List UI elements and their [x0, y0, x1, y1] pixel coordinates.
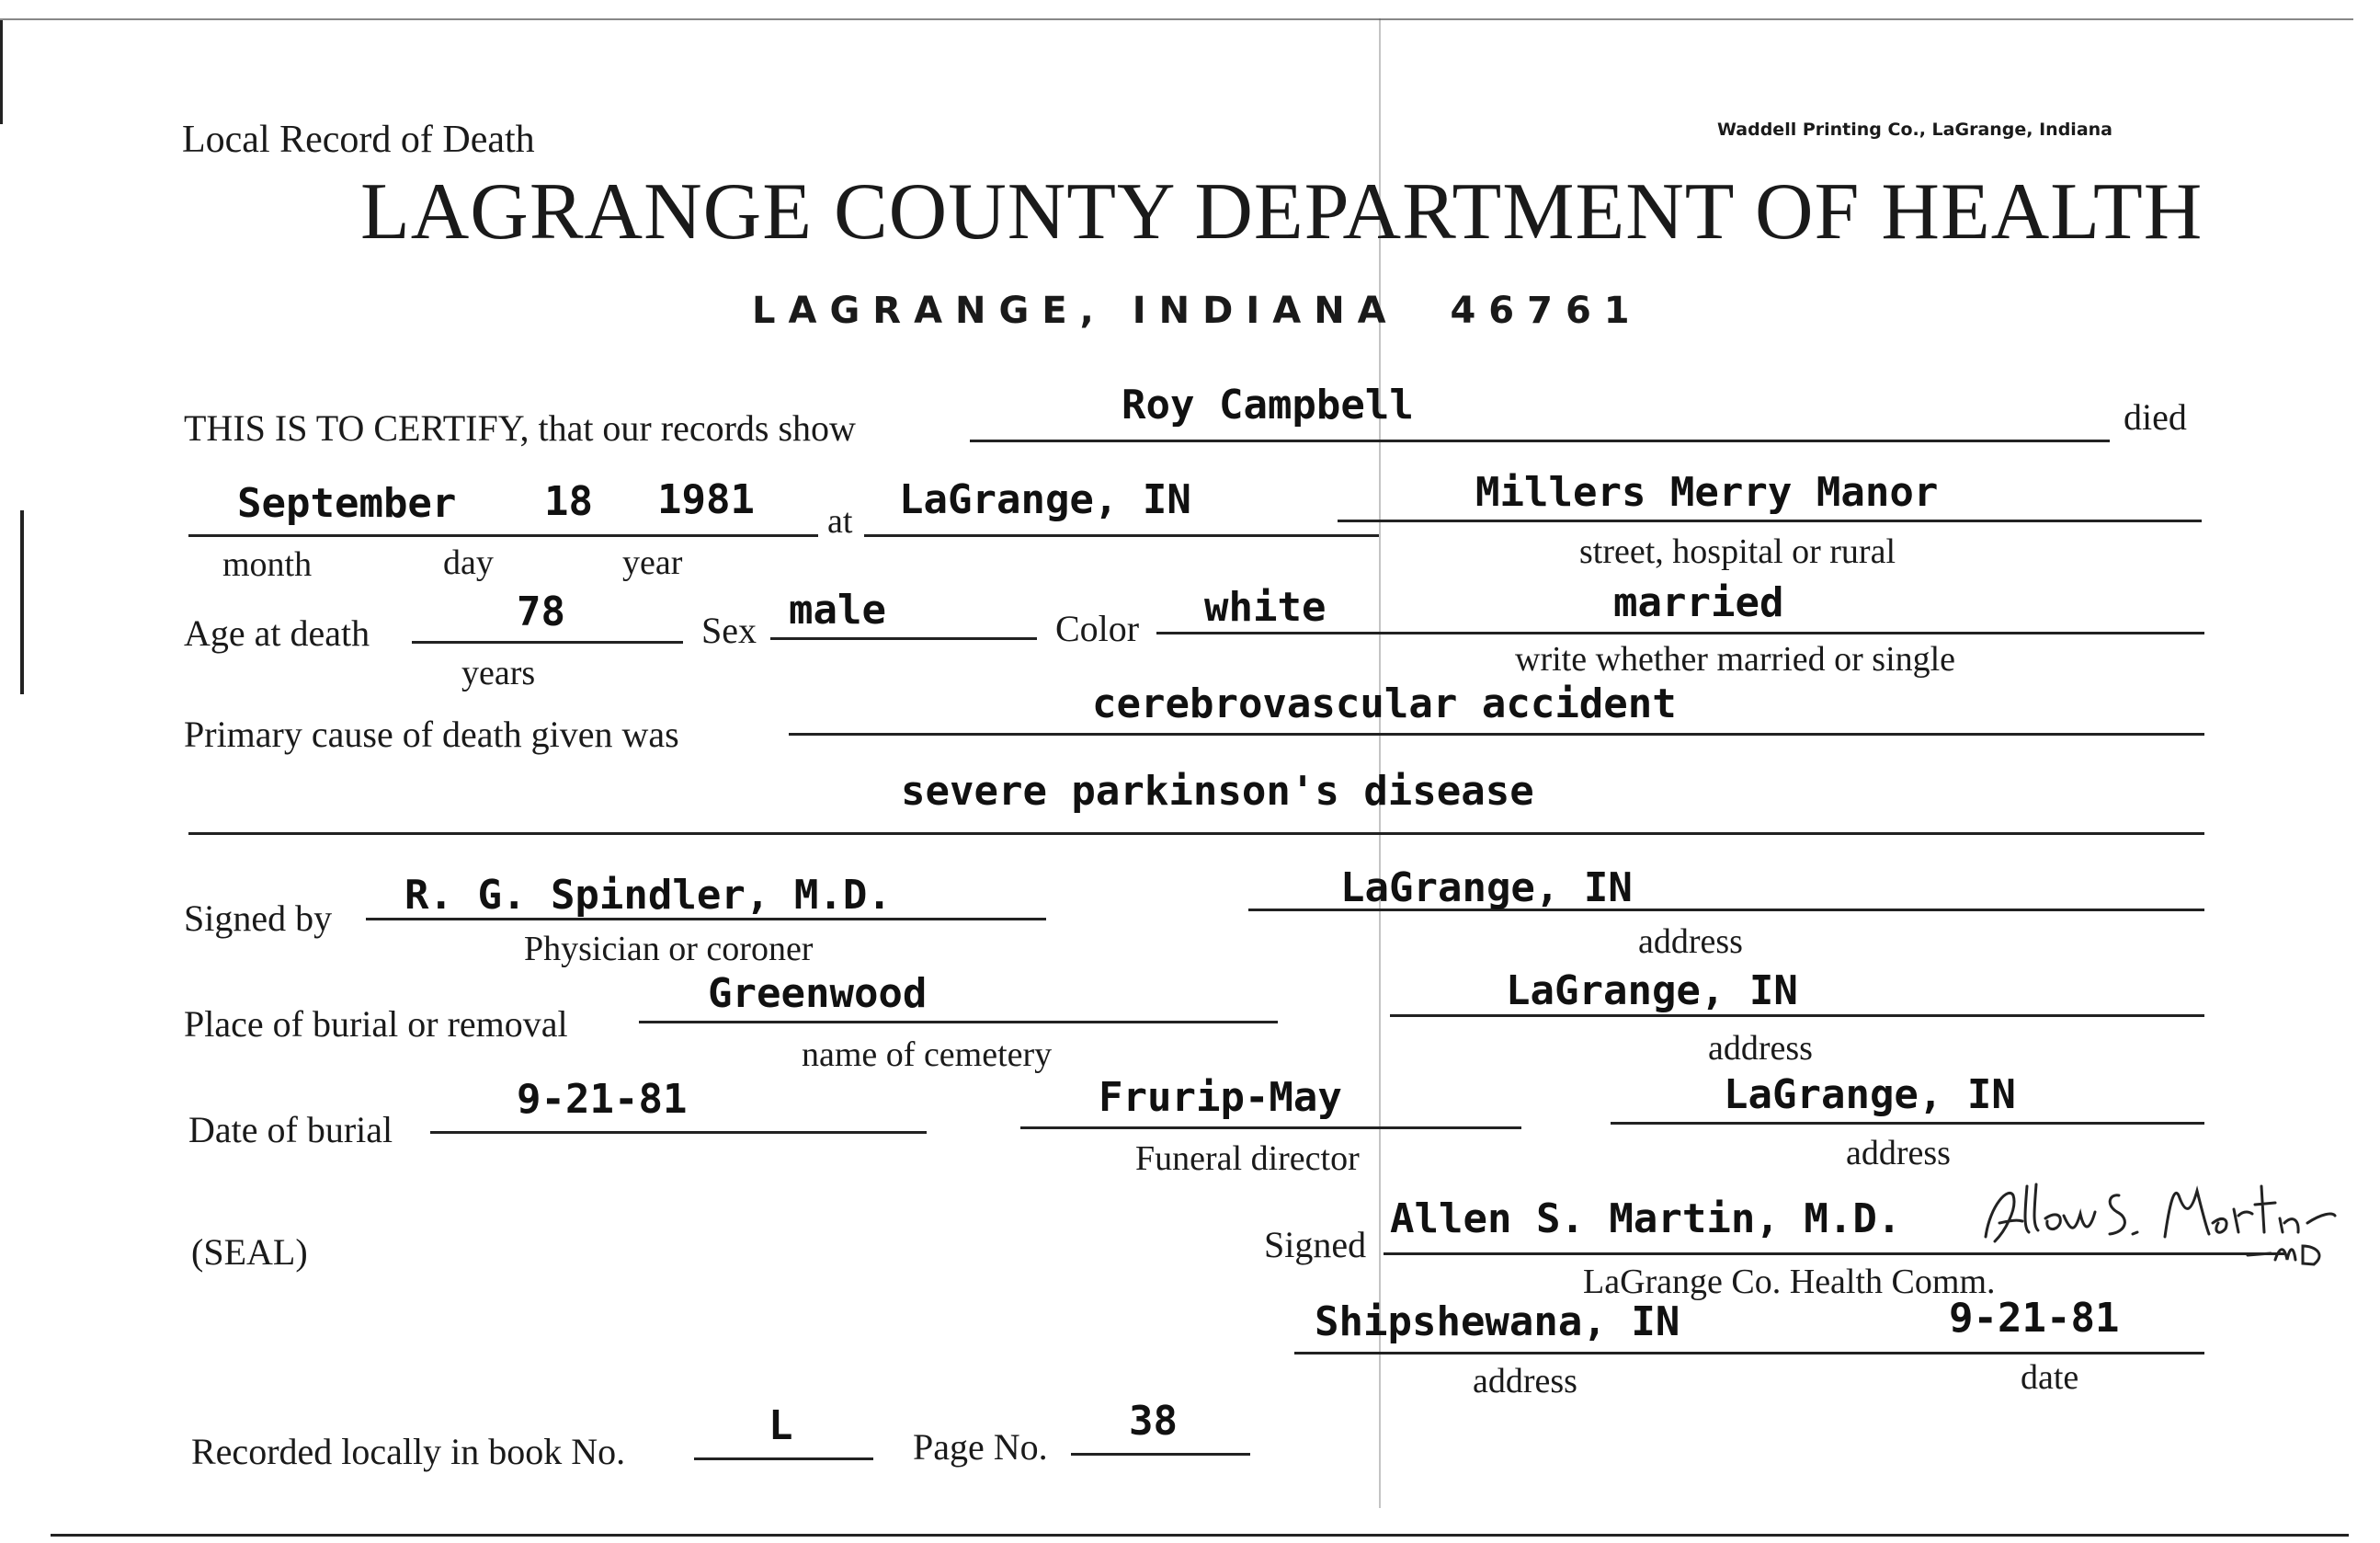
- cause-line-2: [188, 832, 2204, 835]
- funeral-director-caption: Funeral director: [1135, 1139, 1360, 1178]
- date-line: [188, 534, 818, 537]
- deceased-name: Roy Campbell: [1122, 382, 1414, 429]
- street-caption: street, hospital or rural: [1579, 532, 1896, 571]
- burial-date-line: [430, 1131, 927, 1134]
- health-comm-caption: LaGrange Co. Health Comm.: [1583, 1263, 1996, 1301]
- burial-date-label: Date of burial: [188, 1109, 393, 1150]
- death-year: 1981: [657, 476, 755, 523]
- year-caption: year: [622, 543, 683, 582]
- age-line: [412, 641, 683, 644]
- cause-line-1: [789, 733, 2204, 736]
- seal-label: (SEAL): [191, 1231, 308, 1273]
- years-caption: years: [461, 654, 536, 692]
- physician-name: R. G. Spindler, M.D.: [404, 872, 892, 919]
- sex-value: male: [789, 587, 886, 634]
- sex-label: Sex: [701, 610, 757, 651]
- died-label: died: [2124, 396, 2187, 438]
- funeral-address: LaGrange, IN: [1724, 1071, 2016, 1118]
- cemetery-address-line: [1390, 1014, 2204, 1017]
- color-line: [1156, 632, 2204, 634]
- day-caption: day: [443, 543, 494, 582]
- cause-primary: cerebrovascular accident: [1092, 680, 1677, 727]
- cause-secondary: severe parkinson's disease: [901, 768, 1534, 815]
- funeral-director-line: [1020, 1126, 1521, 1129]
- page-line: [1071, 1453, 1250, 1456]
- officer-date-caption: date: [2021, 1358, 2079, 1397]
- officer-date: 9-21-81: [1949, 1295, 2120, 1342]
- at-label: at: [827, 502, 853, 541]
- cemetery-name: Greenwood: [708, 970, 928, 1017]
- facility-line: [1338, 520, 2202, 522]
- physician-address: LaGrange, IN: [1340, 864, 1633, 911]
- marital-caption: write whether married or single: [1515, 640, 1956, 679]
- signed-label: Signed: [1264, 1224, 1367, 1265]
- burial-date: 9-21-81: [517, 1076, 688, 1123]
- age-value: 78: [517, 589, 565, 635]
- death-month: September: [237, 480, 457, 527]
- death-day: 18: [544, 478, 593, 525]
- color-label: Color: [1055, 608, 1140, 649]
- age-label: Age at death: [184, 612, 370, 654]
- officer-name: Allen S. Martin, M.D.: [1390, 1195, 1902, 1242]
- funeral-address-caption: address: [1846, 1134, 1951, 1172]
- border-left: [0, 18, 3, 124]
- name-line: [970, 440, 2110, 442]
- page-subtitle: LAGRANGE, INDIANA 46761: [752, 290, 1643, 332]
- officer-address-caption: address: [1473, 1362, 1577, 1400]
- record-type: Local Record of Death: [182, 119, 535, 161]
- funeral-address-line: [1611, 1122, 2204, 1125]
- signed-by-label: Signed by: [184, 897, 333, 939]
- month-caption: month: [222, 545, 313, 584]
- marital-value: married: [1613, 579, 1784, 626]
- cemetery-caption: name of cemetery: [802, 1035, 1053, 1074]
- page-number: 38: [1129, 1398, 1178, 1445]
- funeral-director: Frurip-May: [1099, 1074, 1342, 1121]
- book-number: L: [769, 1402, 793, 1449]
- cemetery-address-caption: address: [1708, 1029, 1813, 1068]
- cemetery-line: [639, 1021, 1278, 1023]
- cemetery-address: LaGrange, IN: [1506, 967, 1798, 1014]
- handwritten-signature: [1972, 1168, 2340, 1287]
- death-place: LaGrange, IN: [899, 476, 1191, 523]
- page-label: Page No.: [913, 1426, 1048, 1468]
- primary-cause-label: Primary cause of death given was: [184, 714, 679, 755]
- place-line: [864, 534, 1379, 537]
- border-bottom: [51, 1534, 2349, 1537]
- border-top: [0, 18, 2353, 20]
- sex-line: [770, 637, 1037, 640]
- burial-place-label: Place of burial or removal: [184, 1003, 568, 1045]
- scan-mark-left: [20, 510, 24, 694]
- book-label: Recorded locally in book No.: [191, 1431, 626, 1472]
- physician-caption: Physician or coroner: [524, 930, 814, 968]
- printer-credit: Waddell Printing Co., LaGrange, Indiana: [1717, 120, 2112, 140]
- physician-address-caption: address: [1638, 922, 1743, 961]
- death-facility: Millers Merry Manor: [1475, 469, 1939, 516]
- book-line: [694, 1457, 873, 1460]
- officer-address: Shipshewana, IN: [1315, 1298, 1680, 1345]
- page-title: LAGRANGE COUNTY DEPARTMENT OF HEALTH: [360, 167, 2203, 257]
- officer-address-line: [1294, 1352, 2204, 1354]
- color-value: white: [1204, 584, 1327, 631]
- certify-label: THIS IS TO CERTIFY, that our records show: [184, 407, 856, 449]
